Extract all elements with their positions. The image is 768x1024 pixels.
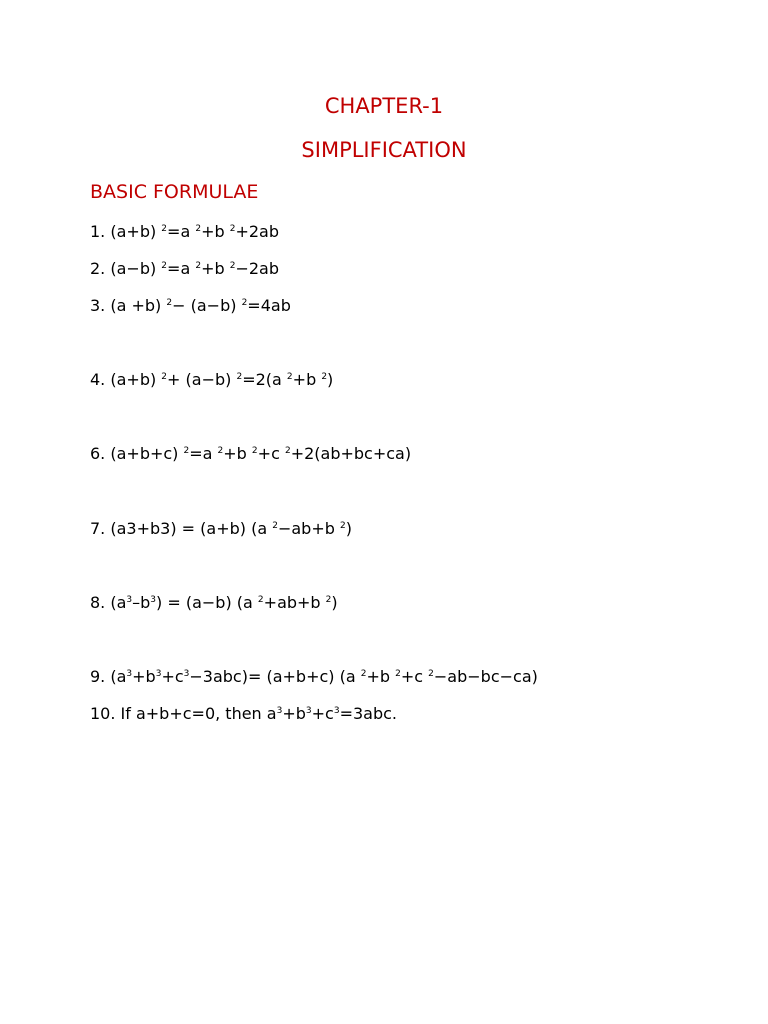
formula-line xyxy=(90,667,538,687)
formula-text: +b xyxy=(292,370,322,389)
formula-text: (a xyxy=(110,667,127,686)
formula-text: (a+b) xyxy=(110,222,162,241)
exponent: 2 xyxy=(195,224,202,234)
section-title: SIMPLIFICATION xyxy=(301,138,467,162)
formula-text: −ab+b xyxy=(277,519,340,538)
formula-text: − (a−b) xyxy=(172,296,242,315)
formula-number: 1. xyxy=(90,222,111,241)
formula-text: +b xyxy=(366,667,396,686)
formula-text: +b xyxy=(132,667,156,686)
exponent: 3 xyxy=(183,669,190,679)
formula-line xyxy=(90,370,333,390)
exponent: 3 xyxy=(276,706,283,716)
formula-text: +b xyxy=(201,222,230,241)
formula-text: (a+b+c) xyxy=(110,444,184,463)
exponent: 2 xyxy=(272,521,278,531)
chapter-title: CHAPTER-1 xyxy=(324,94,444,118)
formula-text: =2(a xyxy=(242,370,287,389)
exponent: 2 xyxy=(217,446,224,456)
formula-text: +b xyxy=(282,704,306,723)
exponent: 2 xyxy=(360,669,367,679)
exponent: 2 xyxy=(161,224,168,234)
formula-number: 8. xyxy=(90,593,111,612)
formula-text: (a+b) xyxy=(110,370,162,389)
exponent: 2 xyxy=(251,446,258,456)
exponent: 2 xyxy=(339,521,346,531)
exponent: 2 xyxy=(257,595,264,605)
exponent: 3 xyxy=(333,706,340,716)
formula-text: +c xyxy=(311,704,334,723)
exponent: 2 xyxy=(166,298,173,308)
exponent: 2 xyxy=(325,595,332,605)
formula-text: ) xyxy=(345,519,352,538)
formula-number: 2. xyxy=(90,259,111,278)
formula-text: =a xyxy=(189,444,218,463)
formula-text: ) = (a−b) (a xyxy=(156,593,258,612)
formula-text: =a xyxy=(167,259,196,278)
formula-text: +c xyxy=(257,444,285,463)
formula-text: If a+b+c=0, then a xyxy=(120,704,277,723)
formula-text: −2ab xyxy=(235,259,279,278)
exponent: 2 xyxy=(229,261,236,271)
formula-text: −3abc)= (a+b+c) (a xyxy=(189,667,361,686)
exponent: 3 xyxy=(126,595,133,605)
exponent: 3 xyxy=(305,706,312,716)
formula-text: +b xyxy=(223,444,252,463)
exponent: 2 xyxy=(236,372,243,382)
formula-text: (a xyxy=(110,593,127,612)
exponent: 3 xyxy=(155,669,162,679)
formula-text: –b xyxy=(132,593,151,612)
formula-text: ) xyxy=(331,593,338,612)
formula-text: (a3+b3) = (a+b) (a xyxy=(110,519,273,538)
exponent: 2 xyxy=(229,224,236,234)
formula-text: =3abc. xyxy=(339,704,397,723)
formula-line xyxy=(90,444,411,464)
exponent: 2 xyxy=(161,372,168,382)
formula-line xyxy=(90,593,338,613)
exponent: 3 xyxy=(126,669,133,679)
formula-number: 6. xyxy=(90,444,111,463)
exponent: 2 xyxy=(161,261,168,271)
formula-text: +2ab xyxy=(235,222,279,241)
formula-text: + (a−b) xyxy=(167,370,237,389)
formula-text: −ab−bc−ca) xyxy=(433,667,538,686)
formula-text: +c xyxy=(161,667,184,686)
formula-text: +2(ab+bc+ca) xyxy=(290,444,412,463)
exponent: 2 xyxy=(286,372,293,382)
formula-line xyxy=(90,519,352,539)
exponent: 2 xyxy=(183,446,190,456)
formula-number: 10. xyxy=(90,704,121,723)
formula-line xyxy=(90,222,279,242)
formula-number: 9. xyxy=(90,667,111,686)
formula-text: +ab+b xyxy=(263,593,326,612)
subheading-basic-formulae: BASIC FORMULAE xyxy=(90,181,259,203)
formula-line xyxy=(90,259,279,279)
formula-text: =a xyxy=(167,222,196,241)
formula-line xyxy=(90,704,397,724)
exponent: 2 xyxy=(241,298,248,308)
formula-text: +c xyxy=(400,667,429,686)
formula-number: 3. xyxy=(90,296,111,315)
formula-number: 4. xyxy=(90,370,111,389)
exponent: 2 xyxy=(284,446,291,456)
formula-text: =4ab xyxy=(247,296,291,315)
formula-text: ) xyxy=(327,370,334,389)
formula-text: (a−b) xyxy=(110,259,162,278)
formula-text: +b xyxy=(201,259,230,278)
exponent: 2 xyxy=(195,261,202,271)
exponent: 2 xyxy=(321,372,328,382)
exponent: 2 xyxy=(395,669,401,679)
formula-number: 7. xyxy=(90,519,111,538)
exponent: 2 xyxy=(428,669,434,679)
formula-line xyxy=(90,296,291,316)
formula-text: (a +b) xyxy=(110,296,167,315)
exponent: 3 xyxy=(150,595,157,605)
